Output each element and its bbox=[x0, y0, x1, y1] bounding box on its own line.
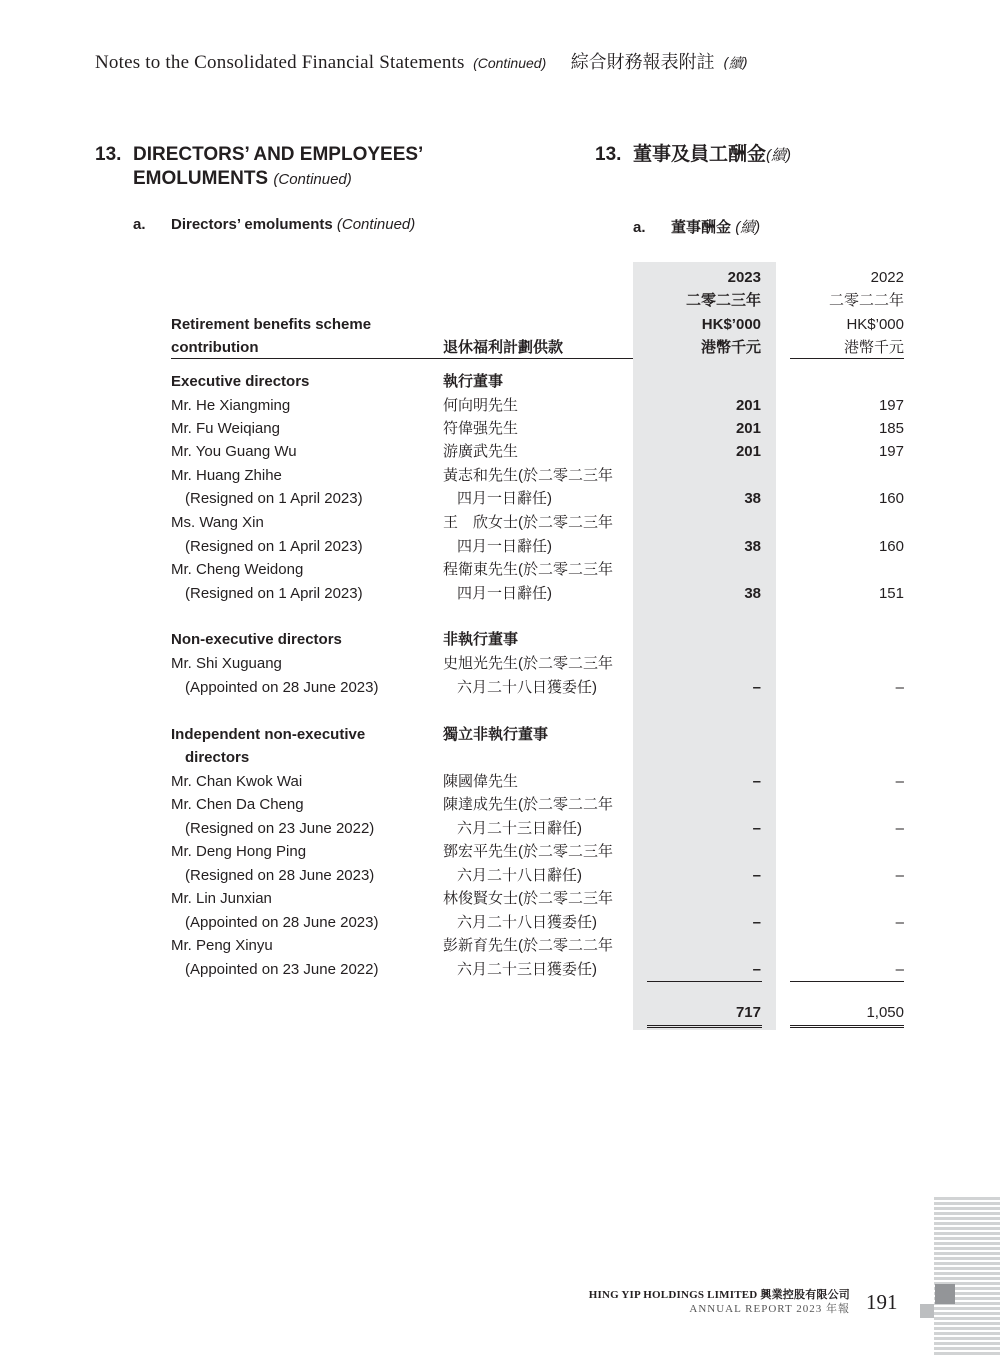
director-name-en: Mr. Peng Xinyu bbox=[171, 937, 273, 954]
director-note-en: (Appointed on 28 June 2023) bbox=[185, 679, 379, 696]
value-2023: – bbox=[752, 914, 761, 931]
director-name-en: Mr. Shi Xuguang bbox=[171, 655, 282, 672]
director-name-cn: 陳國偉先生 bbox=[443, 773, 519, 790]
value-2022: 160 bbox=[878, 538, 904, 555]
value-2023: – bbox=[752, 773, 761, 790]
header-title-en: Notes to the Consolidated Financial Statements bbox=[95, 52, 465, 73]
decorative-square-small bbox=[920, 1304, 934, 1318]
footer-company-name: HING YIP HOLDINGS LIMITED 興業控股有限公司 bbox=[588, 1289, 850, 1301]
header-continued-cn: (續) bbox=[723, 56, 749, 72]
director-name-cn: 史旭光先生(於二零二三年 bbox=[443, 655, 613, 672]
header-title-cn: 綜合財務報表附註 bbox=[570, 52, 715, 73]
director-note-cn: 六月二十八日獲委任) bbox=[457, 914, 597, 931]
col-2022-year: 2022 bbox=[870, 269, 904, 286]
col-2022-unit: HK$’000 bbox=[846, 316, 904, 333]
group-label-cn: 執行董事 bbox=[443, 373, 504, 390]
table-caption-cn: 退休福利計劃供款 bbox=[443, 339, 564, 356]
group-label-en: Non-executive directors bbox=[171, 631, 342, 648]
col-2023-year: 2023 bbox=[727, 269, 761, 286]
section-number: 13. bbox=[95, 144, 122, 165]
section-title-cn: 董事及員工酬金 bbox=[633, 144, 767, 165]
value-2022: – bbox=[895, 773, 904, 790]
section-heading-cn bbox=[595, 143, 791, 168]
director-note-en: (Resigned on 1 April 2023) bbox=[185, 538, 363, 555]
director-name-cn: 王 欣女士(於二零二三年 bbox=[443, 514, 613, 531]
col-2023-unit-cn: 港幣千元 bbox=[700, 339, 761, 356]
director-name-en: Mr. Deng Hong Ping bbox=[171, 843, 307, 860]
value-2023: 201 bbox=[735, 420, 761, 437]
value-2022: 197 bbox=[878, 443, 904, 460]
decorative-stripes bbox=[934, 1197, 1000, 1357]
footer-report-name: ANNUAL REPORT 2023 年報 bbox=[689, 1303, 850, 1315]
director-name-cn: 程衛東先生(於二零二三年 bbox=[443, 561, 613, 578]
col-2023-unit: HK$’000 bbox=[701, 316, 761, 333]
section-continued-en: (Continued) bbox=[273, 171, 352, 188]
director-note-cn: 四月一日辭任) bbox=[457, 585, 552, 602]
director-note-cn: 六月二十三日獲委任) bbox=[457, 961, 597, 978]
total-2023: 717 bbox=[735, 1004, 761, 1021]
director-name-en: Mr. Lin Junxian bbox=[171, 890, 272, 907]
director-name-en: Mr. Cheng Weidong bbox=[171, 561, 304, 578]
director-name-en: Mr. You Guang Wu bbox=[171, 443, 297, 460]
director-name-cn: 黃志和先生(於二零二三年 bbox=[443, 467, 613, 484]
value-2023: 38 bbox=[744, 538, 761, 555]
value-2023: 201 bbox=[735, 397, 761, 414]
director-name-cn: 何向明先生 bbox=[443, 397, 519, 414]
group-label-cn: 獨立非執行董事 bbox=[443, 726, 549, 743]
section-title-en-line1: DIRECTORS’ AND EMPLOYEES’ bbox=[133, 144, 424, 165]
director-name-cn: 游廣武先生 bbox=[443, 443, 519, 460]
value-2022: – bbox=[895, 867, 904, 884]
director-name-en: Mr. Huang Zhihe bbox=[171, 467, 282, 484]
section-continued-cn: (續) bbox=[766, 147, 792, 164]
value-2022: – bbox=[895, 679, 904, 696]
value-2023: – bbox=[752, 820, 761, 837]
value-2023: – bbox=[752, 867, 761, 884]
director-name-cn: 陳達成先生(於二零二二年 bbox=[443, 796, 613, 813]
subsection-heading-en bbox=[133, 216, 415, 233]
director-note-cn: 六月二十八日辭任) bbox=[457, 867, 582, 884]
subsection-title-en: Directors’ emoluments bbox=[171, 216, 333, 233]
value-2022: – bbox=[895, 820, 904, 837]
group-label-cn: 非執行董事 bbox=[443, 631, 519, 648]
subsection-letter-cn: a. bbox=[633, 219, 646, 236]
col-2023-year-cn: 二零二三年 bbox=[685, 292, 761, 309]
value-2022: 197 bbox=[878, 397, 904, 414]
subsection-continued-cn: (續) bbox=[735, 219, 761, 236]
value-2022: 151 bbox=[878, 585, 904, 602]
director-note-cn: 四月一日辭任) bbox=[457, 490, 552, 507]
table-caption-en-line2: contribution bbox=[171, 339, 259, 356]
director-name-en: Ms. Wang Xin bbox=[171, 514, 264, 531]
table-caption-en-line1: Retirement benefits scheme bbox=[171, 316, 372, 333]
header-rule-2022 bbox=[790, 358, 904, 359]
page-number: 191 bbox=[866, 1290, 898, 1314]
value-2022: 185 bbox=[878, 420, 904, 437]
total-double-rule-2022 bbox=[790, 1025, 904, 1028]
director-note-en: (Resigned on 28 June 2023) bbox=[185, 867, 375, 884]
section-heading-en bbox=[95, 143, 423, 192]
header-continued-en: (Continued) bbox=[473, 55, 547, 71]
value-2022: – bbox=[895, 961, 904, 978]
value-2022: – bbox=[895, 914, 904, 931]
value-2023: 38 bbox=[744, 490, 761, 507]
subsection-title-cn: 董事酬金 bbox=[671, 219, 732, 236]
director-note-en: (Appointed on 28 June 2023) bbox=[185, 914, 379, 931]
subtotal-rule-2022 bbox=[790, 981, 904, 982]
total-double-rule-2023 bbox=[647, 1025, 762, 1028]
subsection-continued-en: (Continued) bbox=[336, 216, 416, 233]
director-note-cn: 六月二十八日獲委任) bbox=[457, 679, 597, 696]
director-name-en: Mr. He Xiangming bbox=[171, 397, 291, 414]
group-label-en: Executive directors bbox=[171, 373, 310, 390]
group-label-en-line2: directors bbox=[185, 749, 250, 766]
director-note-en: (Appointed on 23 June 2022) bbox=[185, 961, 379, 978]
subtotal-rule-2023 bbox=[647, 981, 762, 982]
director-name-en: Mr. Chan Kwok Wai bbox=[171, 773, 303, 790]
group-label-en: Independent non-executive bbox=[171, 726, 366, 743]
header-rule-left bbox=[171, 358, 633, 359]
director-note-en: (Resigned on 1 April 2023) bbox=[185, 490, 363, 507]
director-note-en: (Resigned on 1 April 2023) bbox=[185, 585, 363, 602]
col-2022-unit-cn: 港幣千元 bbox=[843, 339, 904, 356]
director-name-cn: 鄧宏平先生(於二零二三年 bbox=[443, 843, 613, 860]
col-2022-year-cn: 二零二二年 bbox=[828, 292, 904, 309]
director-note-cn: 六月二十三日辭任) bbox=[457, 820, 582, 837]
value-2022: 160 bbox=[878, 490, 904, 507]
director-note-cn: 四月一日辭任) bbox=[457, 538, 552, 555]
value-2023: 201 bbox=[735, 443, 761, 460]
running-header bbox=[95, 48, 748, 74]
value-2023: – bbox=[752, 961, 761, 978]
director-name-cn: 符偉强先生 bbox=[443, 420, 519, 437]
value-2023: 38 bbox=[744, 585, 761, 602]
director-name-en: Mr. Fu Weiqiang bbox=[171, 420, 280, 437]
decorative-square bbox=[935, 1284, 955, 1304]
total-2022: 1,050 bbox=[866, 1004, 904, 1021]
value-2023: – bbox=[752, 679, 761, 696]
director-note-en: (Resigned on 23 June 2022) bbox=[185, 820, 375, 837]
director-name-en: Mr. Chen Da Cheng bbox=[171, 796, 304, 813]
section-number-cn: 13. bbox=[595, 144, 622, 165]
director-name-cn: 林俊賢女士(於二零二三年 bbox=[443, 890, 613, 907]
subsection-letter: a. bbox=[133, 216, 146, 233]
director-name-cn: 彭新育先生(於二零二二年 bbox=[443, 937, 613, 954]
section-title-en-line2: EMOLUMENTS bbox=[133, 168, 269, 189]
subsection-heading-cn bbox=[633, 216, 760, 237]
